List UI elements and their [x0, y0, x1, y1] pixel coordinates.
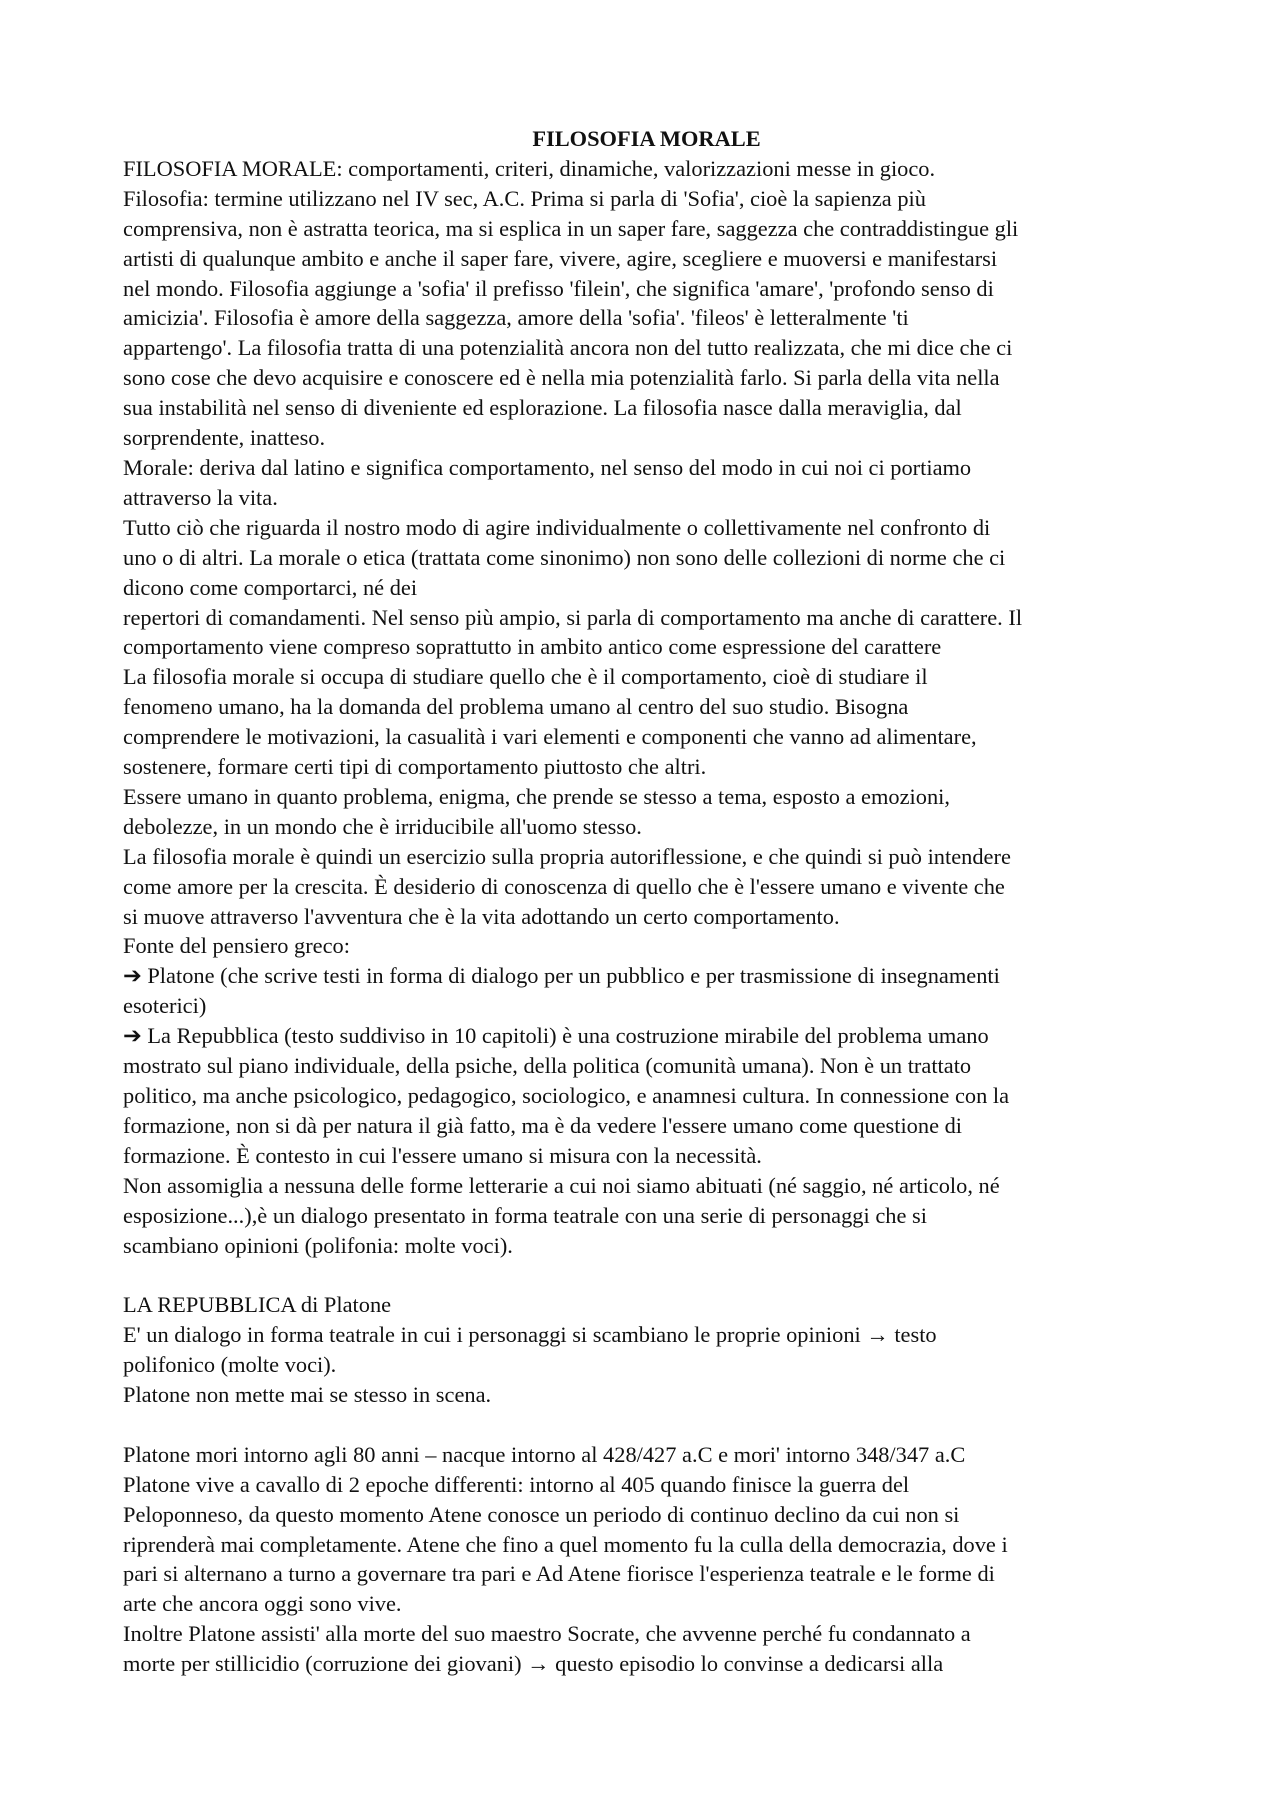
- text-line: esposizione...),è un dialogo presentato in forma teatrale con una serie di personaggi che si: [123, 1202, 927, 1228]
- text-line: Platone vive a cavallo di 2 epoche differenti: intorno al 405 quando finisce la guerra del: [123, 1471, 910, 1497]
- text-line: pari si alternano a turno a governare tra pari e Ad Atene fiorisce l'esperienza teatrale e le forme di: [123, 1561, 995, 1587]
- text-line: formazione, non si dà per natura il già fatto, ma è da vedere l'essere umano come questione di: [123, 1112, 963, 1138]
- text-line: artisti di qualunque ambito e anche il saper fare, vivere, agire, scegliere e muoversi e manifestarsi: [123, 245, 998, 271]
- text-line: appartengo'. La filosofia tratta di una potenzialità ancora non del tutto realizzata, che mi dice che ci: [123, 335, 1013, 361]
- text-line: riprenderà mai completamente. Atene che fino a quel momento fu la culla della democrazia, dove i: [123, 1531, 1008, 1557]
- text-line: Morale: deriva dal latino e significa comportamento, nel senso del modo in cui noi ci portiamo: [123, 454, 972, 480]
- text-line: FILOSOFIA MORALE: comportamenti, criteri, dinamiche, valorizzazioni messe in gioco.: [123, 155, 936, 181]
- text-line: politico, ma anche psicologico, pedagogico, sociologico, e anamnesi cultura. In connessione con la: [123, 1083, 1010, 1108]
- text-line: E' un dialogo in forma teatrale in cui i personaggi si scambiano le proprie opinioni → testo: [123, 1322, 937, 1348]
- text-line: sorprendente, inatteso.: [123, 425, 326, 451]
- text-line: si muove attraverso l'avventura che è la vita adottando un certo comportamento.: [123, 903, 840, 929]
- text-line: Filosofia: termine utilizzano nel IV sec, A.C. Prima si parla di 'Sofia', cioè la sapienza più: [123, 185, 926, 211]
- text-line: Platone mori intorno agli 80 anni – nacque intorno al 428/427 a.C e mori' intorno 348/347 a.C: [123, 1441, 966, 1467]
- document-body: [123, 154, 1170, 1679]
- text-line: dicono come comportarci, né dei: [123, 574, 418, 600]
- text-line: comprensiva, non è astratta teorica, ma si esplica in un saper fare, saggezza che contraddistingue gli: [123, 215, 1019, 241]
- text-line: debolezze, in un mondo che è irriducibile all'uomo stesso.: [123, 813, 642, 839]
- text-line: Non assomiglia a nessuna delle forme letterarie a cui noi siamo abituati (né saggio, né articolo, né: [123, 1172, 1000, 1198]
- text-line: La filosofia morale si occupa di studiare quello che è il comportamento, cioè di studiare il: [123, 664, 928, 690]
- text-line: amicizia'. Filosofia è amore della saggezza, amore della 'sofia'. 'fileos' è letteralmente 'ti: [123, 305, 909, 331]
- text-line: mostrato sul piano individuale, della psiche, della politica (comunità umana). Non è un trattato: [123, 1053, 972, 1079]
- text-line: repertori di comandamenti. Nel senso più ampio, si parla di comportamento ma anche di carattere. Il: [123, 604, 1023, 630]
- text-line: sostenere, formare certi tipi di comportamento piuttosto che altri.: [123, 754, 707, 780]
- text-line: comportamento viene compreso soprattutto in ambito antico come espressione del carattere: [123, 634, 942, 660]
- blank-line: [123, 1260, 1170, 1290]
- text-line: nel mondo. Filosofia aggiunge a 'sofia' il prefisso 'filein', che significa 'amare', 'profondo senso di: [123, 275, 994, 301]
- text-line: esoterici): [123, 993, 207, 1019]
- text-line: polifonico (molte voci).: [123, 1352, 337, 1378]
- document-title: FILOSOFIA MORALE: [532, 126, 761, 151]
- text-line: scambiano opinioni (polifonia: molte voci).: [123, 1232, 513, 1258]
- text-line: Inoltre Platone assisti' alla morte del suo maestro Socrate, che avvenne perché fu condannato a: [123, 1621, 971, 1647]
- text-line: formazione. È contesto in cui l'essere umano si misura con la necessità.: [123, 1142, 762, 1168]
- text-line: ➔ La Repubblica (testo suddiviso in 10 capitoli) è una costruzione mirabile del problema umano: [123, 1023, 989, 1049]
- text-line: arte che ancora oggi sono vive.: [123, 1591, 402, 1617]
- text-line: comprendere le motivazioni, la casualità i vari elementi e componenti che vanno ad alimentare,: [123, 724, 977, 750]
- text-line: sono cose che devo acquisire e conoscere ed è nella mia potenzialità farlo. Si parla della vita nella: [123, 365, 1000, 391]
- text-line: sua instabilità nel senso di diveniente ed esplorazione. La filosofia nasce dalla meraviglia, dal: [123, 395, 962, 421]
- blank-line: [123, 1410, 1170, 1440]
- text-line: Tutto ciò che riguarda il nostro modo di agire individualmente o collettivamente nel confronto di: [123, 514, 991, 540]
- text-line: La filosofia morale è quindi un esercizio sulla propria autoriflessione, e che quindi si può intendere: [123, 843, 1011, 869]
- document-page: [123, 124, 1170, 1679]
- text-line: ➔ Platone (che scrive testi in forma di dialogo per un pubblico e per trasmissione di insegnamenti: [123, 963, 1000, 989]
- text-line: come amore per la crescita. È desiderio di conoscenza di quello che è l'essere umano e vivente che: [123, 873, 1005, 899]
- text-line: Platone non mette mai se stesso in scena.: [123, 1382, 492, 1408]
- text-line: Essere umano in quanto problema, enigma, che prende se stesso a tema, esposto a emozioni,: [123, 783, 950, 809]
- text-line: LA REPUBBLICA di Platone: [123, 1292, 392, 1318]
- text-line: fenomeno umano, ha la domanda del problema umano al centro del suo studio. Bisogna: [123, 694, 909, 720]
- text-line: Peloponneso, da questo momento Atene conosce un periodo di continuo declino da cui non si: [123, 1501, 960, 1527]
- text-line: morte per stillicidio (corruzione dei giovani) → questo episodio lo convinse a dedicarsi alla: [123, 1651, 944, 1677]
- text-line: attraverso la vita.: [123, 484, 278, 510]
- text-line: Fonte del pensiero greco:: [123, 933, 350, 959]
- text-line: uno o di altri. La morale o etica (trattata come sinonimo) non sono delle collezioni di norme che ci: [123, 544, 1006, 570]
